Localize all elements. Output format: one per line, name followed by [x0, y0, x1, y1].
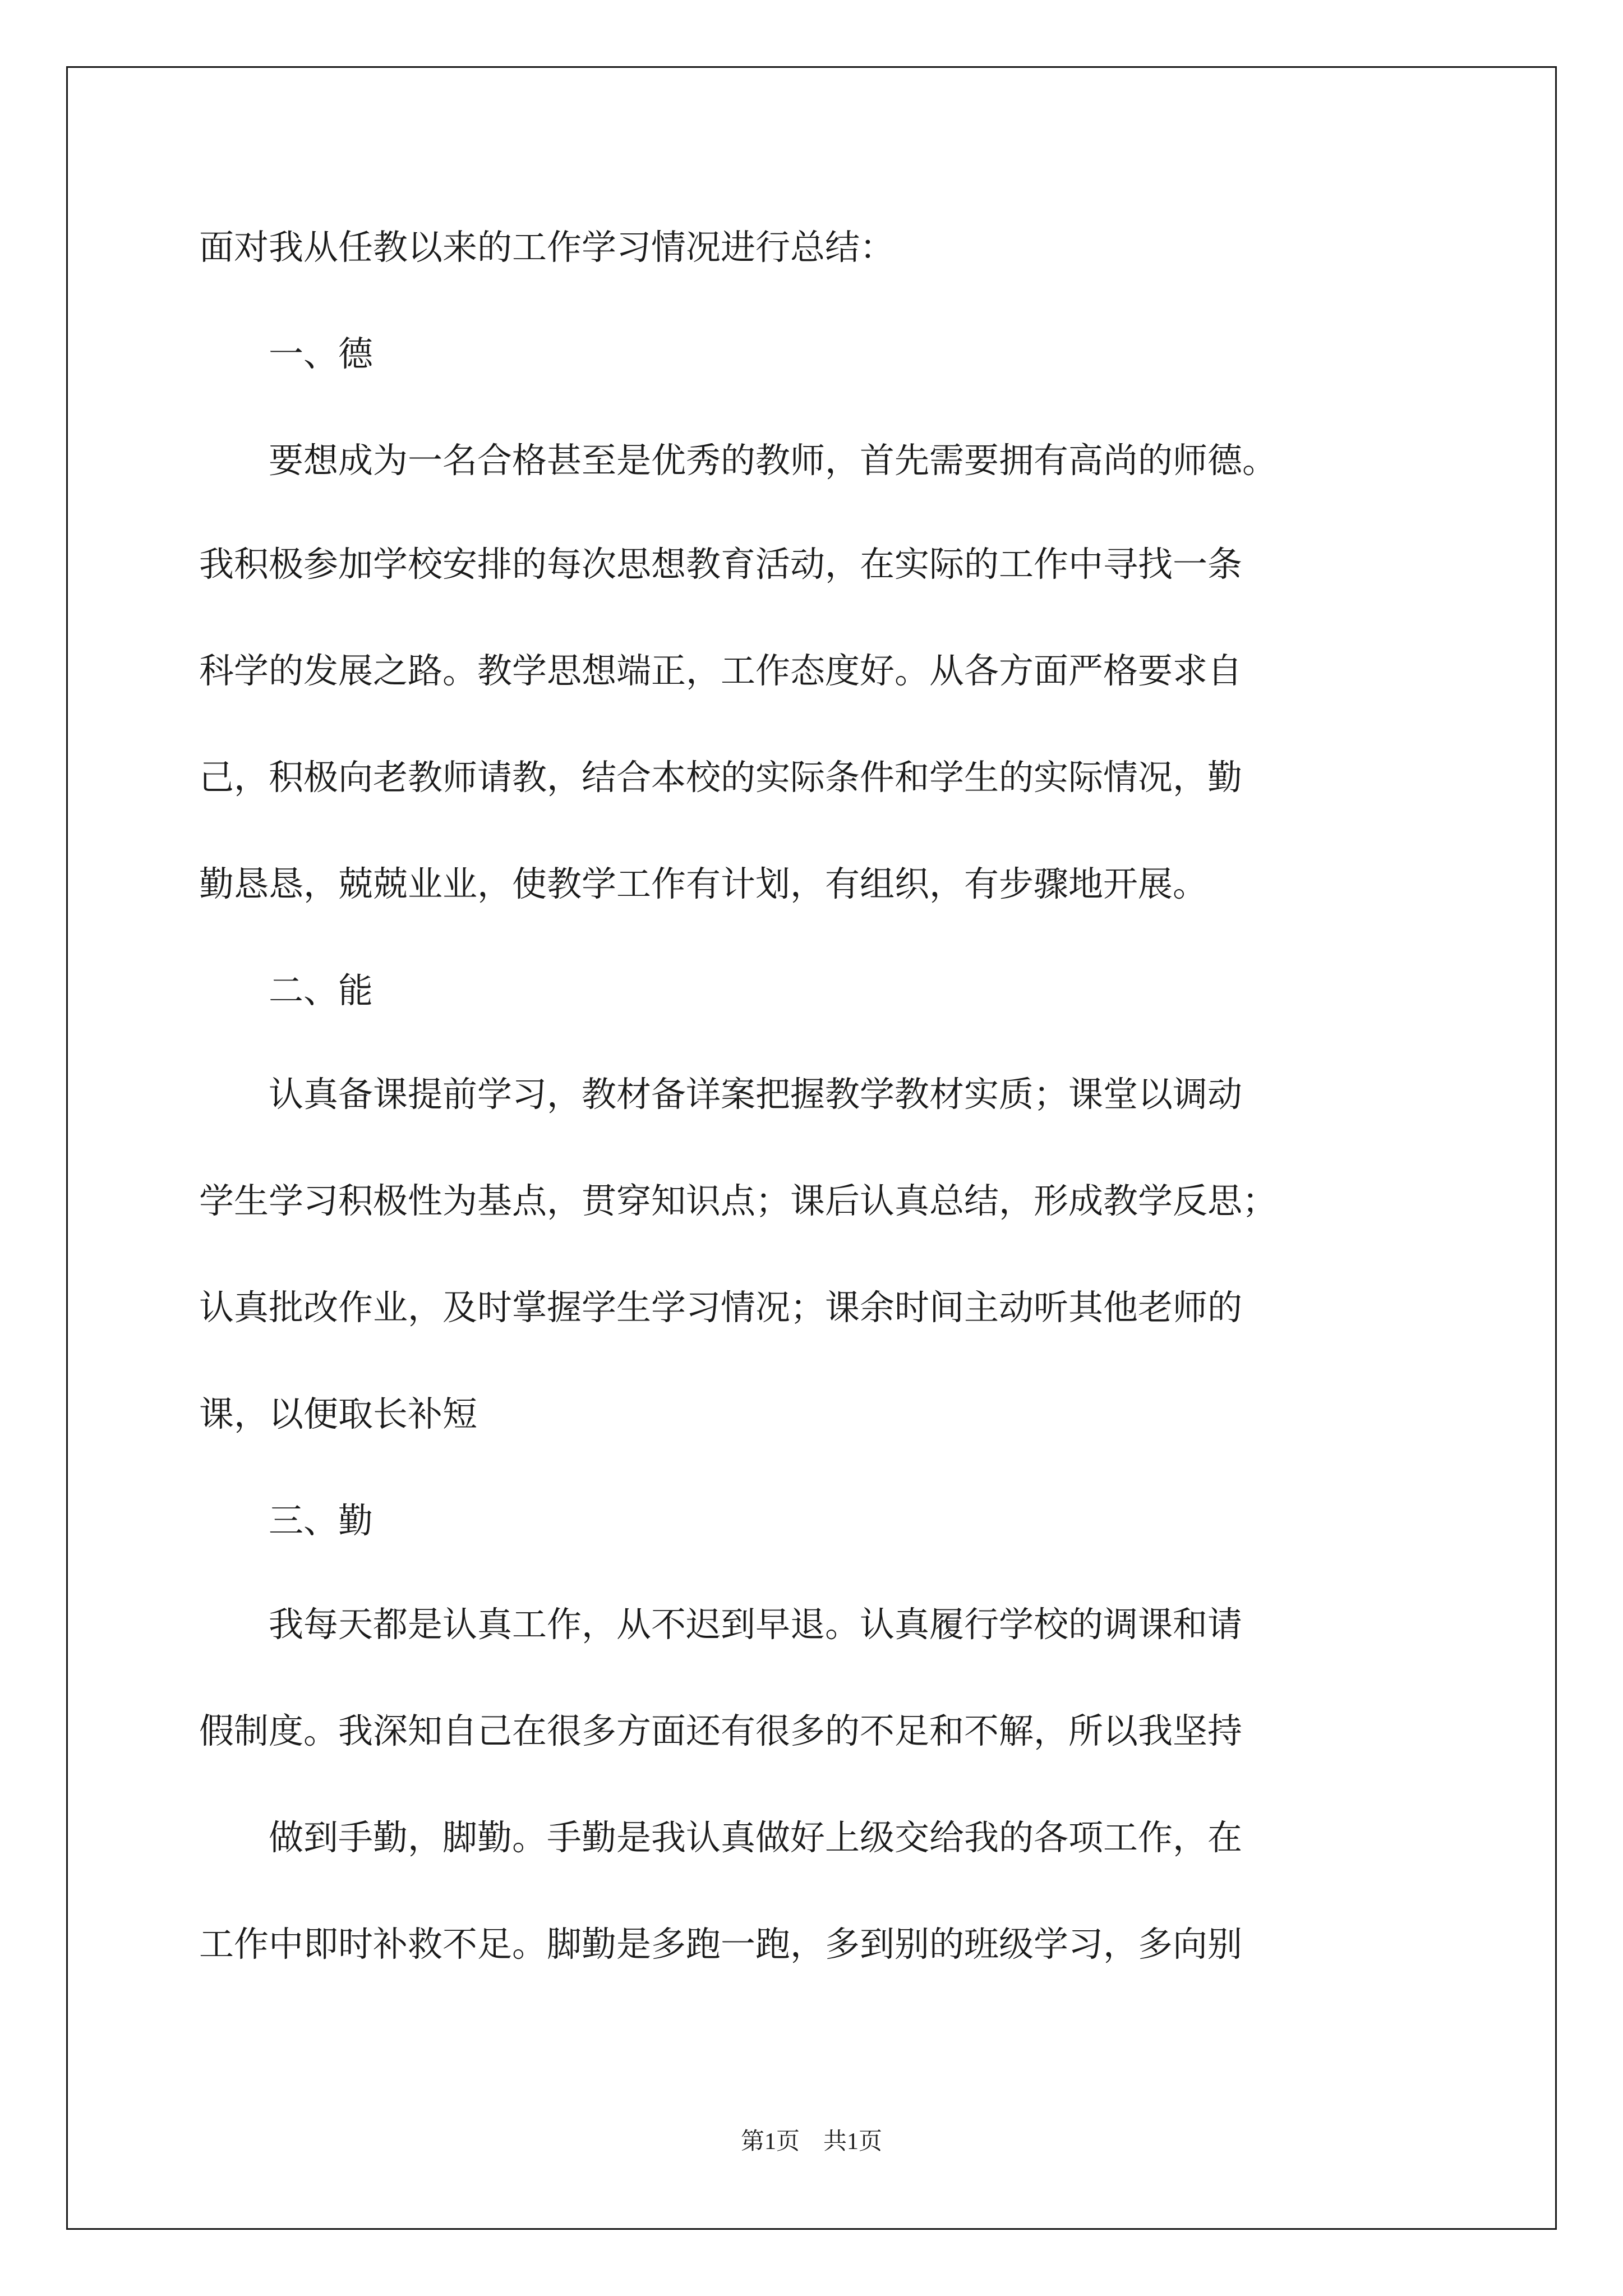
page-number-footer: 第1页 共1页 — [740, 2129, 882, 2155]
text-line: 认真备课提前学习，教材备详案把握教学教材实质；课堂以调动 — [199, 1074, 1243, 1115]
text-line: 做到手勤，脚勤。手勤是我认真做好上级交给我的各项工作，在 — [199, 1817, 1243, 1858]
text-line: 科学的发展之路。教学思想端正，工作态度好。从各方面严格要求自 — [199, 650, 1243, 691]
text-line: 我每天都是认真工作，从不迟到早退。认真履行学校的调课和请 — [199, 1604, 1243, 1645]
text-line: 面对我从任教以来的工作学习情况进行总结： — [199, 227, 895, 268]
text-line: 学生学习积极性为基点，贯穿知识点；课后认真总结，形成教学反思； — [199, 1180, 1278, 1221]
section-heading-de: 一、德 — [199, 333, 374, 374]
text-line: 要想成为一名合格甚至是优秀的教师，首先需要拥有高尚的师德。 — [199, 440, 1278, 481]
section-heading-neng: 二、能 — [199, 970, 374, 1011]
section-heading-qin: 三、勤 — [199, 1500, 374, 1541]
page-border — [66, 66, 1557, 2230]
text-line: 我积极参加学校安排的每次思想教育活动，在实际的工作中寻找一条 — [199, 544, 1243, 585]
text-line: 勤恳恳，兢兢业业，使教学工作有计划，有组织，有步骤地开展。 — [199, 863, 1208, 904]
text-line: 假制度。我深知自己在很多方面还有很多的不足和不解，所以我坚持 — [199, 1710, 1243, 1751]
text-line: 己，积极向老教师请教，结合本校的实际条件和学生的实际情况，勤 — [199, 757, 1243, 798]
text-line: 课，以便取长补短 — [199, 1393, 478, 1434]
text-line: 认真批改作业，及时掌握学生学习情况；课余时间主动听其他老师的 — [199, 1287, 1243, 1328]
text-line: 工作中即时补救不足。脚勤是多跑一跑，多到别的班级学习，多向别 — [199, 1924, 1243, 1964]
